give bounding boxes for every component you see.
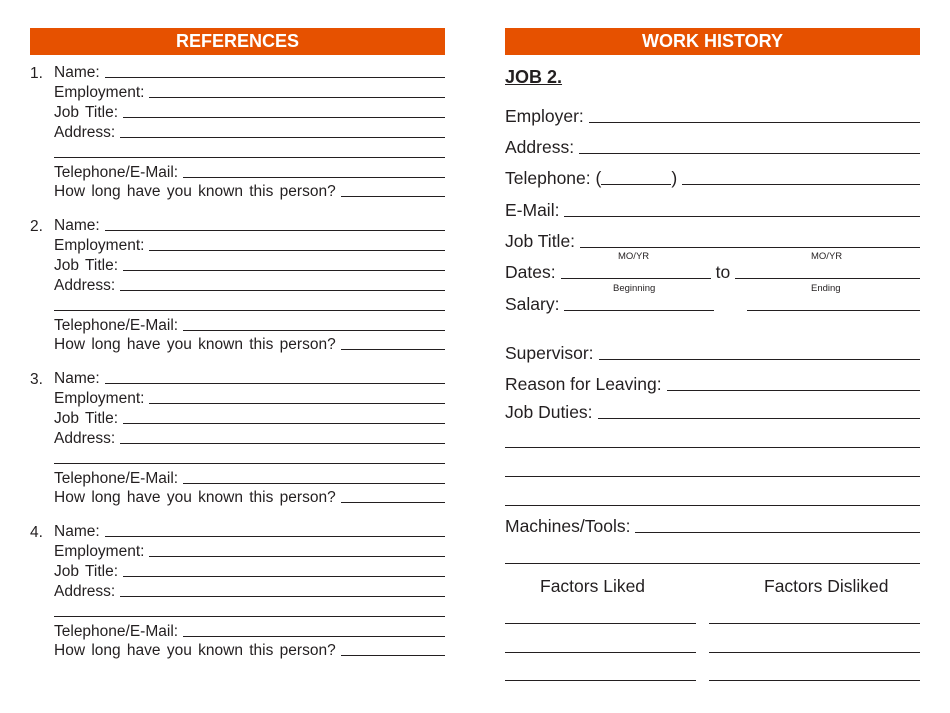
address-field[interactable] <box>505 136 920 158</box>
supervisor-label: Supervisor: <box>505 343 594 363</box>
reference-employment-field[interactable] <box>54 82 445 102</box>
reference-input-line[interactable] <box>183 636 445 637</box>
reference-telephone-field[interactable] <box>54 621 445 641</box>
job-duties-line-4[interactable] <box>505 505 920 506</box>
reference-address-line-2[interactable] <box>54 295 445 315</box>
reference-job-title-label: Job Title: <box>54 257 119 274</box>
reference-employment-field[interactable] <box>54 541 445 561</box>
dates-label: Dates: <box>505 262 556 282</box>
reference-address-line-2[interactable] <box>54 142 445 162</box>
employer-field[interactable] <box>505 105 920 127</box>
reference-address-label: Address: <box>54 277 116 294</box>
job-title-label: Job Title: <box>505 231 576 251</box>
reference-job-title-label: Job Title: <box>54 410 119 427</box>
reference-input-line[interactable] <box>120 596 445 597</box>
reference-input-line[interactable] <box>341 502 445 503</box>
reference-address-label: Address: <box>54 124 116 141</box>
reference-how-long-label: How long have you known this person? <box>54 642 336 659</box>
job-duties-line-2[interactable] <box>505 447 920 448</box>
reference-telephone-field[interactable] <box>54 162 445 182</box>
job-title-line[interactable] <box>580 247 920 248</box>
reference-input-line[interactable] <box>123 117 445 118</box>
reference-input-line[interactable] <box>105 383 445 384</box>
reference-input-line[interactable] <box>123 423 445 424</box>
reference-input-line[interactable] <box>54 616 445 617</box>
job-duties-line[interactable] <box>598 418 920 419</box>
factors-liked-line[interactable] <box>505 680 696 681</box>
reference-input-line[interactable] <box>341 349 445 350</box>
factors-liked-line[interactable] <box>505 652 696 653</box>
job-duties-field[interactable] <box>505 401 920 423</box>
factors-liked-line[interactable] <box>505 623 696 624</box>
reference-address-line-2[interactable] <box>54 448 445 468</box>
employer-label: Employer: <box>505 106 584 126</box>
reference-input-line[interactable] <box>149 97 445 98</box>
supervisor-line[interactable] <box>599 359 920 360</box>
job-duties-line-3[interactable] <box>505 476 920 477</box>
reference-address-label: Address: <box>54 430 116 447</box>
reference-input-line[interactable] <box>105 230 445 231</box>
reference-input-line[interactable] <box>120 290 445 291</box>
factors-disliked-line[interactable] <box>709 680 920 681</box>
email-label: E-Mail: <box>505 200 560 220</box>
factors-disliked-heading: Factors Disliked <box>764 576 889 596</box>
reference-input-line[interactable] <box>183 483 445 484</box>
reference-how-long-field[interactable] <box>54 181 445 201</box>
address-line[interactable] <box>579 153 920 154</box>
reference-input-line[interactable] <box>123 270 445 271</box>
dates-to: to <box>715 262 731 282</box>
factors-liked-heading: Factors Liked <box>540 576 646 596</box>
reference-name-field[interactable] <box>54 521 445 541</box>
reference-input-line[interactable] <box>120 443 445 444</box>
reference-input-line[interactable] <box>149 250 445 251</box>
reference-input-line[interactable] <box>105 77 445 78</box>
reference-telephone-label: Telephone/E-Mail: <box>54 317 179 334</box>
reference-input-line[interactable] <box>54 157 445 158</box>
salary-label: Salary: <box>505 294 560 314</box>
reference-input-line[interactable] <box>341 196 445 197</box>
job-duties-label: Job Duties: <box>505 402 593 422</box>
work-history-header: WORK HISTORY <box>505 28 920 55</box>
reference-input-line[interactable] <box>149 556 445 557</box>
reference-name-label: Name: <box>54 64 100 81</box>
mo-yr-start-label: MO/YR <box>618 251 650 262</box>
reference-employment-label: Employment: <box>54 390 145 407</box>
reference-name-field[interactable] <box>54 62 445 82</box>
reference-name-label: Name: <box>54 370 100 387</box>
telephone-field[interactable] <box>505 167 920 189</box>
email-line[interactable] <box>564 216 920 217</box>
reference-number: 4. <box>30 524 43 541</box>
reference-input-line[interactable] <box>183 177 445 178</box>
telephone-label: Telephone: ( <box>505 168 602 188</box>
reference-number: 2. <box>30 218 43 235</box>
reference-employment-field[interactable] <box>54 388 445 408</box>
dates-field[interactable] <box>505 261 920 283</box>
reference-telephone-field[interactable] <box>54 315 445 335</box>
reference-telephone-label: Telephone/E-Mail: <box>54 164 179 181</box>
reference-name-field[interactable] <box>54 215 445 235</box>
telephone-line[interactable] <box>682 184 920 185</box>
reference-employment-label: Employment: <box>54 84 145 101</box>
reference-employment-label: Employment: <box>54 543 145 560</box>
employer-line[interactable] <box>589 122 920 123</box>
job-title-field[interactable] <box>505 230 920 252</box>
reference-address-line-2[interactable] <box>54 601 445 621</box>
reference-how-long-label: How long have you known this person? <box>54 183 336 200</box>
reference-employment-label: Employment: <box>54 237 145 254</box>
reference-input-line[interactable] <box>120 137 445 138</box>
reference-address-field[interactable] <box>54 581 445 601</box>
machines-line[interactable] <box>635 532 920 533</box>
reference-job-title-field[interactable] <box>54 102 445 122</box>
reference-how-long-field[interactable] <box>54 487 445 507</box>
reference-job-title-field[interactable] <box>54 408 445 428</box>
reference-input-line[interactable] <box>54 310 445 311</box>
reference-input-line[interactable] <box>54 463 445 464</box>
area-code-line[interactable] <box>601 184 671 185</box>
reference-job-title-field[interactable] <box>54 561 445 581</box>
reference-name-label: Name: <box>54 217 100 234</box>
machines-field[interactable] <box>505 515 920 537</box>
reference-address-label: Address: <box>54 583 116 600</box>
reference-how-long-field[interactable] <box>54 334 445 354</box>
reference-how-long-label: How long have you known this person? <box>54 489 336 506</box>
reference-input-line[interactable] <box>341 655 445 656</box>
reference-name-label: Name: <box>54 523 100 540</box>
telephone-close-paren: ) <box>671 168 678 188</box>
reference-job-title-label: Job Title: <box>54 104 119 121</box>
reference-input-line[interactable] <box>123 576 445 577</box>
salary-field[interactable] <box>505 293 920 315</box>
reference-job-title-label: Job Title: <box>54 563 119 580</box>
reference-how-long-label: How long have you known this person? <box>54 336 336 353</box>
reason-label: Reason for Leaving: <box>505 374 662 394</box>
supervisor-field[interactable] <box>505 342 920 364</box>
salary-begin-line[interactable] <box>564 310 714 311</box>
beginning-label: Beginning <box>613 283 656 294</box>
reference-number: 3. <box>30 371 43 388</box>
reference-job-title-field[interactable] <box>54 255 445 275</box>
address-label: Address: <box>505 137 575 157</box>
factors-disliked-line[interactable] <box>709 652 920 653</box>
reference-input-line[interactable] <box>183 330 445 331</box>
reference-telephone-label: Telephone/E-Mail: <box>54 623 179 640</box>
reason-field[interactable] <box>505 373 920 395</box>
ending-label: Ending <box>811 283 841 294</box>
reference-address-field[interactable] <box>54 275 445 295</box>
reference-number: 1. <box>30 65 43 82</box>
reference-input-line[interactable] <box>149 403 445 404</box>
reference-input-line[interactable] <box>105 536 445 537</box>
job-heading: JOB 2. <box>505 67 563 87</box>
salary-end-line[interactable] <box>747 310 920 311</box>
start-date-line[interactable] <box>561 278 711 279</box>
reference-name-field[interactable] <box>54 368 445 388</box>
mo-yr-end-label: MO/YR <box>811 251 843 262</box>
factors-disliked-line[interactable] <box>709 623 920 624</box>
reference-employment-field[interactable] <box>54 235 445 255</box>
reference-address-field[interactable] <box>54 122 445 142</box>
references-header: REFERENCES <box>30 28 445 55</box>
reference-how-long-field[interactable] <box>54 640 445 660</box>
machines-label: Machines/Tools: <box>505 516 631 536</box>
machines-line-2[interactable] <box>505 563 920 564</box>
end-date-line[interactable] <box>735 278 920 279</box>
reason-line[interactable] <box>667 390 920 391</box>
reference-address-field[interactable] <box>54 428 445 448</box>
email-field[interactable] <box>505 199 920 221</box>
reference-telephone-field[interactable] <box>54 468 445 488</box>
reference-telephone-label: Telephone/E-Mail: <box>54 470 179 487</box>
